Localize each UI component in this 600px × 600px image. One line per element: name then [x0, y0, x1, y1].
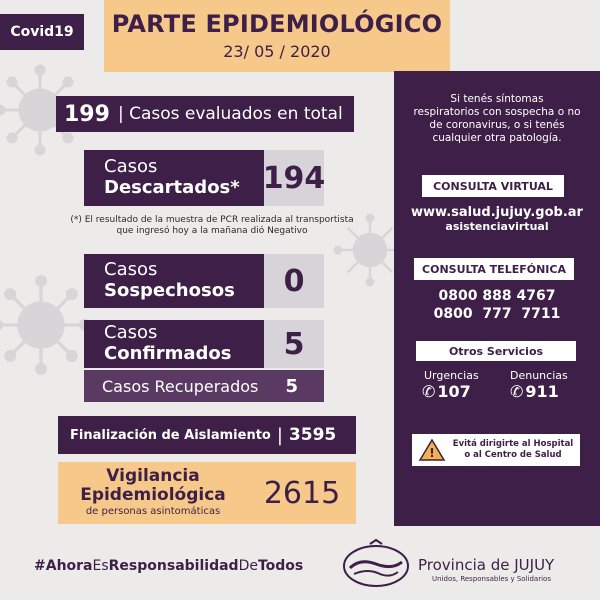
- hashtag-part: Es: [92, 558, 109, 574]
- sospechosos-line2: Sospechosos: [104, 280, 235, 301]
- descartados-value: 194: [264, 150, 324, 206]
- virus-icon: [0, 270, 96, 380]
- descartados-label-box: [84, 150, 264, 206]
- phone-number-2[interactable]: 0800 777 7711: [433, 306, 561, 322]
- aislamiento-value: 3595: [288, 425, 337, 445]
- brand-name: Provincia de JUJUY: [418, 556, 555, 574]
- hashtag: [34, 558, 303, 574]
- denuncias-line[interactable]: [510, 382, 559, 401]
- covid19-tag: Covid19: [0, 14, 84, 50]
- sospechosos-value: 0: [264, 254, 324, 308]
- sospechosos-label-box: [84, 254, 264, 308]
- phone-icon: ✆: [510, 382, 524, 401]
- confirmados-value: 5: [264, 320, 324, 368]
- total-bar: [56, 96, 354, 132]
- phone-consult-label: CONSULTA TELEFÓNICA: [414, 258, 574, 280]
- vigilancia-line2: Epidemiológica: [80, 485, 226, 505]
- phone-number-1[interactable]: 0800 888 4767: [438, 288, 556, 304]
- warning-icon: [418, 438, 446, 462]
- warning-box: [412, 434, 580, 466]
- health-url[interactable]: www.salud.jujuy.gob.ar: [411, 205, 583, 220]
- descartados-line1: Casos: [104, 156, 158, 177]
- descartados-line2: Descartados*: [104, 177, 240, 198]
- phone-icon: ✆: [422, 382, 436, 401]
- aislamiento-separator: |: [276, 424, 283, 446]
- vigilancia-box: [58, 462, 248, 524]
- sospechosos-line1: Casos: [104, 259, 158, 280]
- health-url-sub[interactable]: asistenciavirtual: [445, 220, 549, 233]
- contact-panel: [394, 71, 600, 526]
- hashtag-part: Responsabilidad: [108, 558, 239, 574]
- intro-line-1: Si tenés síntomas: [450, 93, 544, 105]
- province-logo-icon: [340, 538, 412, 590]
- hashtag-part: De: [238, 558, 258, 574]
- vigilancia-value: 2615: [248, 462, 356, 524]
- confirmados-line2: Confirmados: [104, 343, 232, 364]
- page-title: PARTE EPIDEMIOLÓGICO: [111, 10, 443, 38]
- virtual-consult-label: CONSULTA VIRTUAL: [422, 175, 564, 197]
- vigilancia-line3: de personas asintomáticas: [85, 506, 221, 517]
- denuncias-label: Denuncias: [510, 369, 568, 382]
- total-label: | Casos evaluados en total: [117, 104, 343, 124]
- pcr-note: (*) El resultado de la muestra de PCR realizada al transportista que ingresó hoy a la mañana dió Negativo: [70, 215, 354, 236]
- confirmados-line1: Casos: [104, 322, 158, 343]
- recuperados-value: 5: [285, 375, 298, 397]
- hashtag-part: Todos: [257, 558, 304, 574]
- denuncias-number: 911: [525, 382, 559, 401]
- vigilancia-line1: Vigilancia: [106, 466, 200, 486]
- other-services-label: Otros Servicios: [416, 341, 576, 361]
- total-value: 199: [64, 101, 110, 127]
- warning-line-1: Evitá dirigirte al Hospital: [452, 439, 574, 449]
- header: [104, 0, 450, 72]
- recuperados-label: Casos Recuperados: [102, 376, 259, 396]
- urgencias-line[interactable]: [422, 382, 471, 401]
- urgencias-number: 107: [437, 382, 471, 401]
- intro-line-2: respiratorios con sospecha o no: [413, 106, 581, 118]
- confirmados-label-box: [84, 320, 264, 368]
- warning-line-2: o al Centro de Salud: [464, 450, 562, 460]
- aislamiento-bar: [58, 416, 356, 454]
- report-date: 23/ 05 / 2020: [223, 42, 331, 61]
- intro-line-4: cualquier otra patología.: [432, 132, 562, 144]
- svg-text:!: !: [429, 446, 435, 460]
- aislamiento-label: Finalización de Aislamiento: [70, 427, 271, 443]
- recuperados-bar: [84, 370, 324, 402]
- brand-tagline: Unidos, Responsables y Solidarios: [432, 575, 551, 583]
- urgencias-label: Urgencias: [424, 369, 479, 382]
- intro-line-3: de coronavirus, o si tenés: [429, 119, 565, 131]
- hashtag-part: #Ahora: [34, 558, 93, 574]
